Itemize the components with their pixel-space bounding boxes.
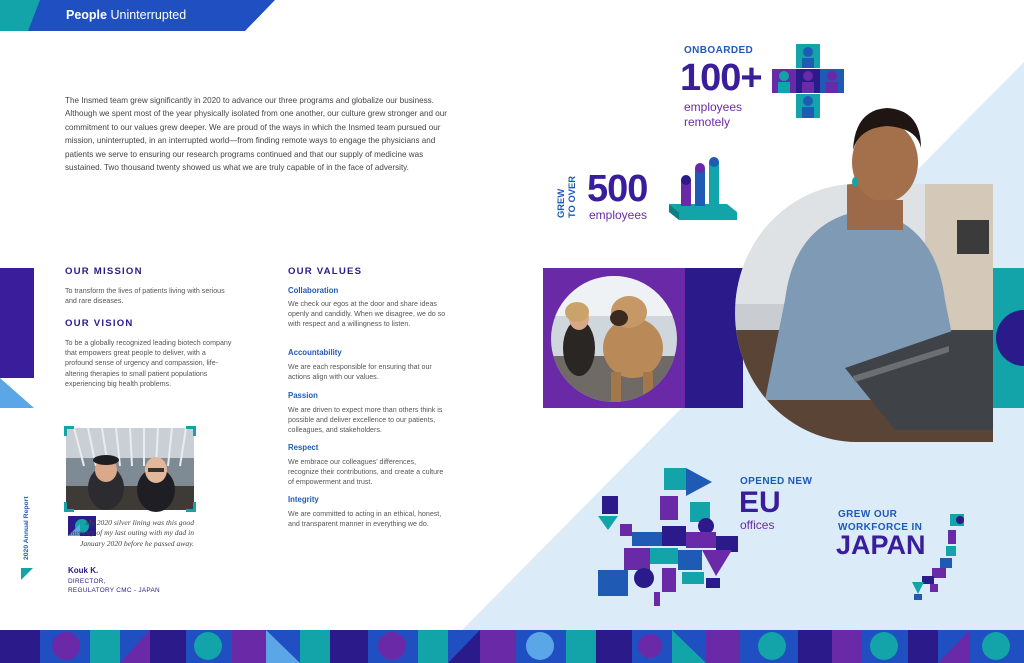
eu-label: OPENED NEW xyxy=(740,476,813,487)
grew-sub: employees xyxy=(589,208,648,222)
onboarded-sub: employees remotely xyxy=(684,100,743,129)
value-text-respect: We embrace our colleagues' differences, recognize their contributions, and create a culture of empowerment and trust. xyxy=(288,458,444,487)
eu-sub: offices xyxy=(740,518,775,532)
quote-author-name: Kouk K. xyxy=(68,566,99,575)
value-title-respect: Respect xyxy=(288,443,319,452)
japan-map-icon xyxy=(910,512,968,600)
mission-heading: OUR MISSION xyxy=(65,266,143,277)
europe-map-icon xyxy=(596,466,742,608)
japan-label: GREW OUR WORKFORCE IN xyxy=(838,509,923,533)
value-title-accountability: Accountability xyxy=(288,348,342,357)
annual-report-side-label: 2020 Annual Report xyxy=(23,496,30,560)
eu-value: EU xyxy=(739,486,781,519)
header-title: People Uninterrupted xyxy=(66,8,187,22)
value-text-collaboration: We check our egos at the door and share ideas openly and candidly. When we disagree, we do so with respect and a willingness to listen. xyxy=(288,300,446,329)
grew-value: 500 xyxy=(587,168,648,210)
vision-heading: OUR VISION xyxy=(65,318,134,329)
quote-text: My 2020 silver lining was this good memory of my last outing with my dad in January 2020 before he passed away. xyxy=(69,518,194,548)
bar-growth-icon xyxy=(667,156,739,222)
value-title-passion: Passion xyxy=(288,391,318,400)
right-edge-accent xyxy=(990,268,1024,408)
value-title-collaboration: Collaboration xyxy=(288,286,339,295)
bottom-pattern-strip xyxy=(0,630,1024,663)
vision-text: To be a globally recognized leading biotech company that empowers great people to deliver, with a profound sense of urgency and compassion, life-altering therapies to small patient populations experiencing big health problems. xyxy=(65,339,232,388)
woman-at-laptop-photo xyxy=(735,100,993,442)
grew-label: GREW TO OVER xyxy=(555,175,577,218)
onboarded-value: 100+ xyxy=(680,57,762,99)
onboarded-label: ONBOARDED xyxy=(684,45,754,56)
value-title-integrity: Integrity xyxy=(288,495,319,504)
left-edge-accent xyxy=(0,268,34,408)
value-text-accountability: We are each responsible for ensuring that our actions align with our values. xyxy=(288,363,432,382)
value-text-integrity: We are committed to acting in an ethical, honest, and transparent manner in everything we do. xyxy=(288,510,442,529)
side-label-triangle-icon xyxy=(21,568,33,580)
father-son-photo xyxy=(64,426,196,512)
value-text-passion: We are driven to expect more than others think is possible and deliver excellence to our patients, colleagues, and stakeholders. xyxy=(288,406,443,435)
values-heading: OUR VALUES xyxy=(288,266,363,277)
woman-with-dog-photo xyxy=(551,276,677,402)
quote-author-role: DIRECTOR, REGULATORY CMC - JAPAN xyxy=(68,578,160,594)
mission-text: To transform the lives of patients living with serious and rare diseases. xyxy=(65,287,225,306)
japan-value: JAPAN xyxy=(836,530,926,560)
intro-paragraph: The Insmed team grew significantly in 2020 to advance our three programs and globalize our business. Although we spent most of the year physically isolated from one another, our culture grew stronger and our commitment to our values grew deeper. We are proud of the ways in which the Insmed team pursued our mission, uninterrupted, in an interrupted world—from finding remote ways to engage the physicians and patients we serve to ensuring our research programs continued and that our supply of medicine was sustained. Two thousand twenty showed us what we are truly capable of in the face of adversity. xyxy=(65,96,447,173)
